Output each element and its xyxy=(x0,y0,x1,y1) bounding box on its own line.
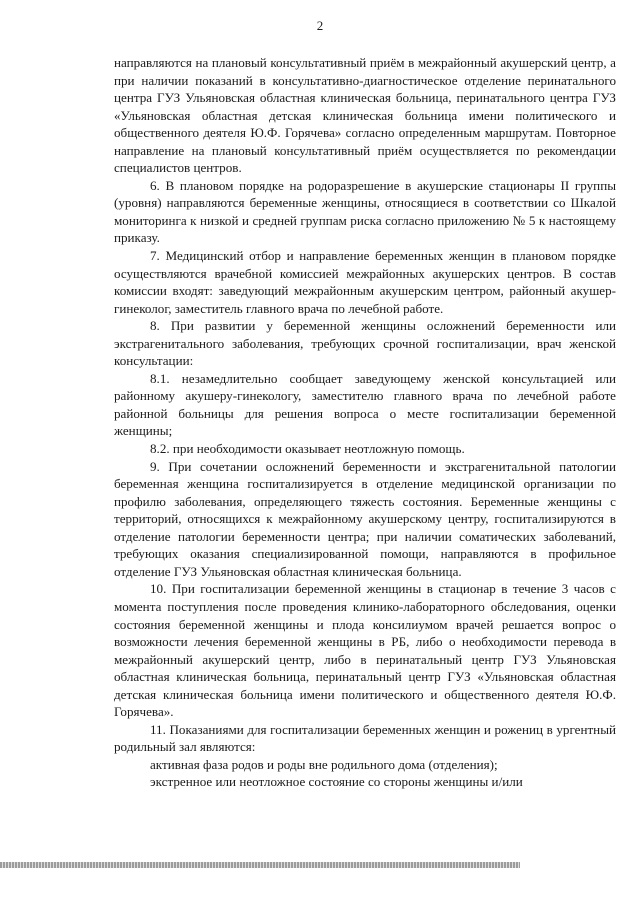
paragraph-9: 9. При сочетании осложнений беременности и экстрагенитальной патологии беременная женщина госпитализируется в отделение медицинской организации по профилю заболевания, определяющего тяжесть состояния. Беременные женщины с территорий, относящихся к межрайонному акушерскому центру, госпитализируются в отделение патологии беременности центра; при наличии соматических заболеваний, требующих оказания специализированной помощи, направляются в профильное отделение ГУЗ Ульяновская областная клиническая больница. xyxy=(114,458,616,579)
paragraph-10: 10. При госпитализации беременной женщины в стационар в течение 3 часов с момента поступления после проведения клинико-лабораторного обследования, оценки состояния беременной женщины и плода консилиумом врачей решается вопрос о возможности лечения беременной женщины в РБ, либо о необходимости перевода в межрайонный акушерский центр, либо в перинатальный центр ГУЗ Ульяновская областная клиническая больница, перинатальный центр ГУЗ «Ульяновская областная детская клиническая больница имени политического и общественного деятеля Ю.Ф. Горячева». xyxy=(114,581,616,720)
paragraph-7: 7. Медицинский отбор и направление беременных женщин в плановом порядке осуществляются врачебной комиссией межрайонных акушерских центров. В состав комиссии входят: заведующий межрайонным акушерским центром, районный акушер-гинеколог, заместитель главного врача по лечебной работе. xyxy=(114,248,616,316)
list-item-active-labor: активная фаза родов и роды вне родильного дома (отделения); xyxy=(150,756,498,772)
paragraph-6: 6. В плановом порядке на родоразрешение в акушерские стационары II группы (уровня) направляются беременные женщины, относящиеся в соответствии со Шкалой мониторинга к низкой и средней группам риска согласно приложению № 5 к настоящему приказу. xyxy=(114,177,616,246)
list-item-emergency: экстренное или неотложное состояние со стороны женщины и/или xyxy=(150,774,523,790)
paragraph-8-2: 8.2. при необходимости оказывает неотложную помощь. xyxy=(150,441,465,457)
paragraph-11: 11. Показаниями для госпитализации беременных женщин и рожениц в ургентный родильный зал являются: xyxy=(114,721,616,755)
scan-edge-strip xyxy=(0,862,520,868)
paragraph-8: 8. При развитии у беременной женщины осложнений беременности или экстрагенитального заболевания, требующих срочной госпитализации, врач женской консультации: xyxy=(114,318,616,369)
paragraph-continuation: направляются на плановый консультативный приём в межрайонный акушерский центр, а при наличии показаний в консультативно-диагностическое отделение перинатального центра ГУЗ Ульяновская областная клиническая больница, перинатального центра ГУЗ «Ульяновская областная детская клиническая больница имени политического и общественного деятеля Ю.Ф. Горячева» согласно определенным маршрутам. Повторное направление на плановый консультативный приём осуществляется по рекомендации специалистов центров. xyxy=(114,55,616,176)
document-body xyxy=(114,54,616,791)
page-number: 2 xyxy=(316,18,324,33)
paragraph-8-1: 8.1. незамедлительно сообщает заведующему женской консультацией или районному акушеру-гинекологу, заместителю главного врача по лечебной работе районной больницы для решения вопроса о месте госпитализации беременной женщины; xyxy=(114,370,616,439)
